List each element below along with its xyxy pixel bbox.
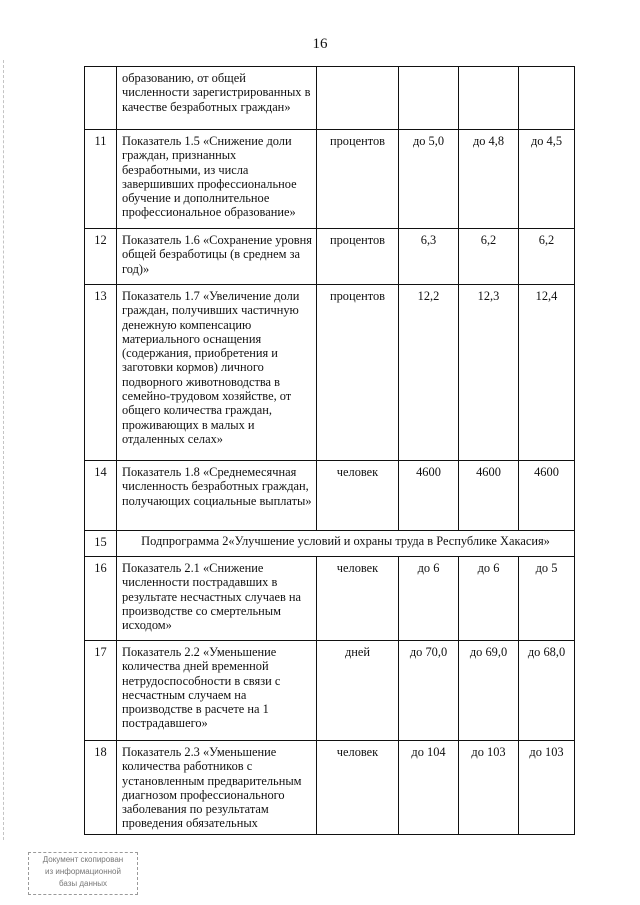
indicator-name: Показатель 1.7 «Увеличение доли граждан, получивших частичную денежную компенсацию материального оснащения (содержания, приобретения и заготовки кормов) личного подворного животноводства в семейно-трудовом хозяйстве, от общего количества граждан, проживающих в малых и отдаленных селах» <box>117 285 317 461</box>
value-cell: до 103 <box>459 741 519 835</box>
row-number: 17 <box>85 641 117 741</box>
scan-edge-line <box>3 60 4 840</box>
row-number: 12 <box>85 229 117 285</box>
subprogram-title: Подпрограмма 2«Улучшение условий и охраны труда в Республике Хакасия» <box>117 531 575 557</box>
row-number: 13 <box>85 285 117 461</box>
unit-cell: дней <box>317 641 399 741</box>
indicator-name: Показатель 2.2 «Уменьшение количества дней временной нетрудоспособности в связи с несчастным случаем на производстве в расчете на 1 пострадавшего» <box>117 641 317 741</box>
value-cell <box>399 67 459 130</box>
indicator-name: Показатель 1.8 «Среднемесячная численность безработных граждан, получающих социальные выплаты» <box>117 461 317 531</box>
value-cell: 12,2 <box>399 285 459 461</box>
unit-cell: процентов <box>317 130 399 229</box>
stamp-line: базы данных <box>58 879 108 888</box>
table-row <box>85 285 575 461</box>
page-number: 16 <box>312 36 328 52</box>
value-cell <box>519 67 575 130</box>
value-cell: 6,2 <box>459 229 519 285</box>
value-cell: до 70,0 <box>399 641 459 741</box>
value-cell: до 69,0 <box>459 641 519 741</box>
table-row <box>85 67 575 130</box>
unit-cell: процентов <box>317 229 399 285</box>
value-cell: до 103 <box>519 741 575 835</box>
row-number: 15 <box>85 531 117 557</box>
value-cell: 6,3 <box>399 229 459 285</box>
table-row <box>85 741 575 835</box>
row-number: 16 <box>85 557 117 641</box>
indicator-name: образованию, от общей численности зарегистрированных в качестве безработных граждан» <box>117 67 317 130</box>
value-cell: до 4,5 <box>519 130 575 229</box>
indicator-name: Показатель 2.1 «Снижение численности пострадавших в результате несчастных случаев на производстве со смертельным исходом» <box>117 557 317 641</box>
row-number <box>85 67 117 130</box>
indicators-table <box>84 66 575 835</box>
value-cell: до 6 <box>459 557 519 641</box>
value-cell: 4600 <box>459 461 519 531</box>
value-cell: 12,3 <box>459 285 519 461</box>
value-cell: до 5,0 <box>399 130 459 229</box>
value-cell: 12,4 <box>519 285 575 461</box>
row-number: 18 <box>85 741 117 835</box>
value-cell: 4600 <box>399 461 459 531</box>
indicator-name: Показатель 1.5 «Снижение доли граждан, признанных безработными, из числа завершивших профессиональное обучение и дополнительное профессиональное образование» <box>117 130 317 229</box>
value-cell: до 68,0 <box>519 641 575 741</box>
table-row <box>85 557 575 641</box>
value-cell: 6,2 <box>519 229 575 285</box>
stamp-line: из информационной <box>45 867 121 876</box>
value-cell: до 5 <box>519 557 575 641</box>
subprogram-row <box>85 531 575 557</box>
table-row <box>85 641 575 741</box>
table-row <box>85 461 575 531</box>
unit-cell: человек <box>317 461 399 531</box>
table-row <box>85 229 575 285</box>
value-cell <box>459 67 519 130</box>
unit-cell: человек <box>317 557 399 641</box>
unit-cell: человек <box>317 741 399 835</box>
row-number: 11 <box>85 130 117 229</box>
value-cell: 4600 <box>519 461 575 531</box>
unit-cell <box>317 67 399 130</box>
value-cell: до 6 <box>399 557 459 641</box>
stamp-line: Документ скопирован <box>42 855 124 864</box>
value-cell: до 4,8 <box>459 130 519 229</box>
unit-cell: процентов <box>317 285 399 461</box>
indicator-name: Показатель 2.3 «Уменьшение количества работников с установленным предварительным диагнозом профессионального заболевания по результатам проведения обязательных <box>117 741 317 835</box>
indicator-name: Показатель 1.6 «Сохранение уровня общей безработицы (в среднем за год)» <box>117 229 317 285</box>
copy-stamp <box>28 852 138 895</box>
value-cell: до 104 <box>399 741 459 835</box>
row-number: 14 <box>85 461 117 531</box>
table-row <box>85 130 575 229</box>
